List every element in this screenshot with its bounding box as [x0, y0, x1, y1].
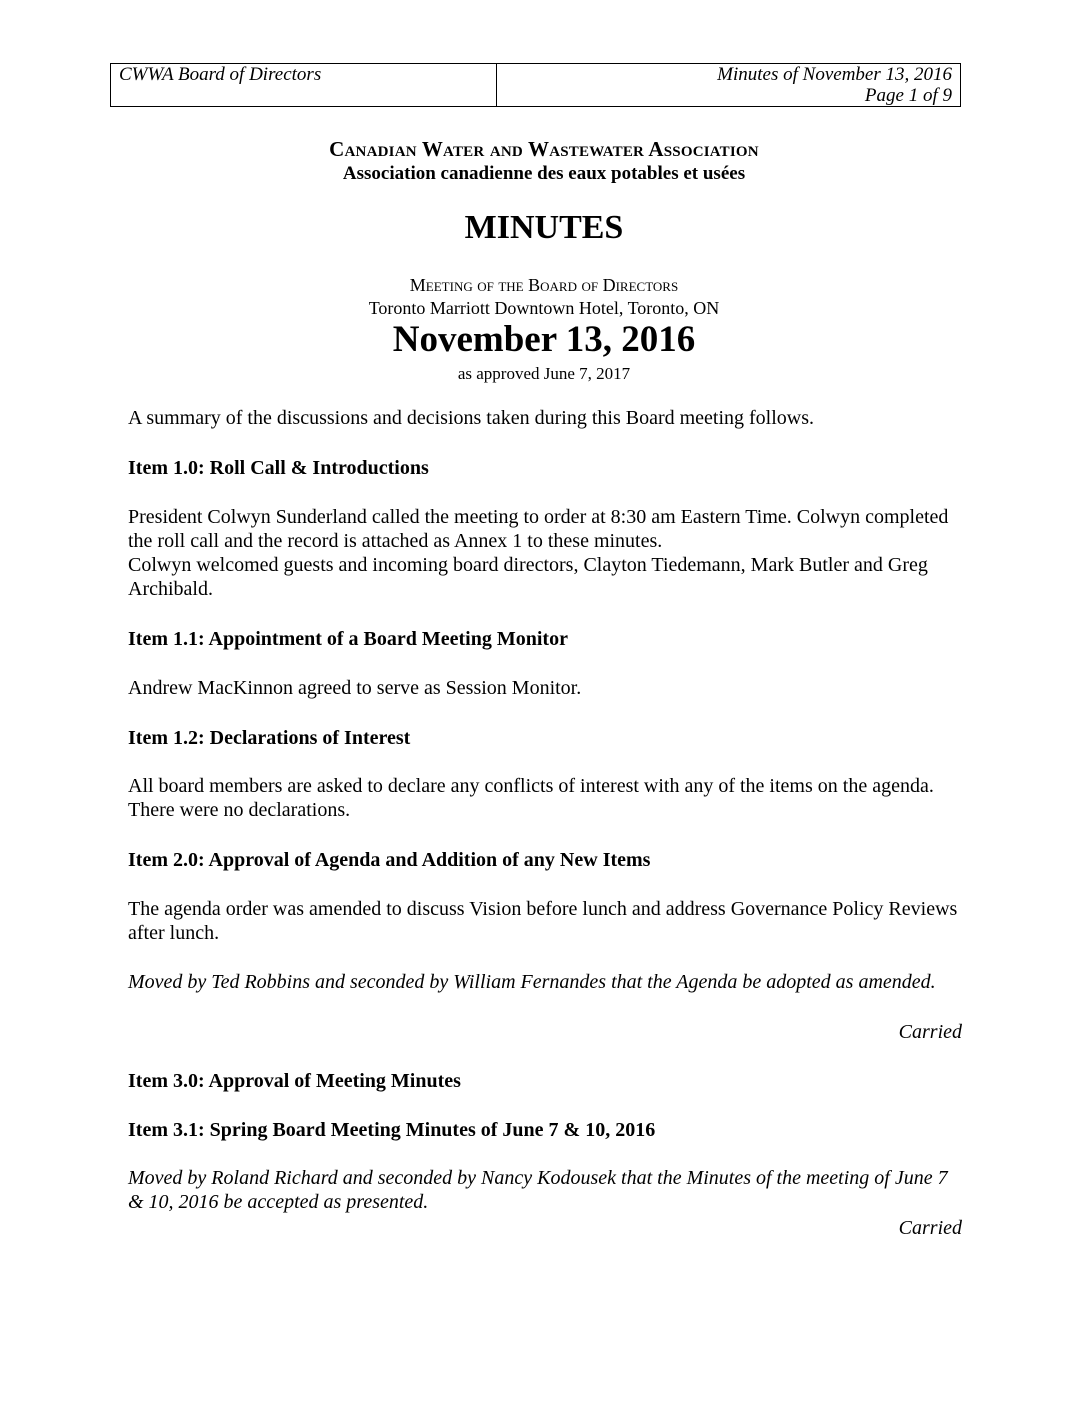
item-3-1-result: Carried [898, 1217, 962, 1239]
organization-name-french: Association canadienne des eaux potables et usées [342, 163, 746, 184]
document-title: MINUTES [464, 209, 624, 246]
page-header-box [110, 63, 961, 107]
item-2-0-heading: Item 2.0: Approval of Agenda and Addition of any New Items [128, 849, 651, 871]
header-doc-info [497, 64, 960, 106]
approval-note: as approved June 7, 2017 [457, 364, 631, 383]
item-3-1-motion: Moved by Roland Richard and seconded by Nancy Kodousek that the Minutes of the meeting of June 7 & 10, 2016 be accepted as presented. [128, 1167, 948, 1213]
item-1-0-paragraph: President Colwyn Sunderland called the meeting to order at 8:30 am Eastern Time. Colwyn completed the roll call and the record is attached as Annex 1 to these minutes. [128, 506, 949, 552]
header-org-name: CWWA Board of Directors [111, 64, 497, 106]
item-2-0-paragraph: The agenda order was amended to discuss Vision before lunch and address Governance Policy Reviews after lunch. [128, 898, 958, 944]
item-1-2-paragraph: All board members are asked to declare any conflicts of interest with any of the items on the agenda. There were no declarations. [128, 775, 934, 821]
item-2-0-result: Carried [898, 1021, 962, 1043]
item-1-0-welcome-paragraph: Colwyn welcomed guests and incoming board directors, Clayton Tiedemann, Mark Butler and Greg Archibald. [128, 554, 928, 600]
organization-name-english: Canadian Water and Wastewater Association [329, 137, 759, 161]
item-1-0-heading: Item 1.0: Roll Call & Introductions [128, 457, 429, 479]
summary-paragraph: A summary of the discussions and decisions taken during this Board meeting follows. [128, 407, 815, 429]
item-3-1-heading: Item 3.1: Spring Board Meeting Minutes of June 7 & 10, 2016 [128, 1119, 656, 1141]
meeting-venue: Toronto Marriott Downtown Hotel, Toronto, ON [368, 298, 720, 318]
item-3-0-heading: Item 3.0: Approval of Meeting Minutes [128, 1070, 461, 1092]
item-1-2-heading: Item 1.2: Declarations of Interest [128, 727, 411, 749]
meeting-date: November 13, 2016 [392, 319, 696, 360]
meeting-type: Meeting of the Board of Directors [409, 275, 679, 295]
item-1-1-heading: Item 1.1: Appointment of a Board Meeting Monitor [128, 628, 568, 650]
header-minutes-date: Minutes of November 13, 2016 [717, 64, 952, 85]
item-1-1-paragraph: Andrew MacKinnon agreed to serve as Session Monitor. [128, 677, 582, 699]
item-2-0-motion: Moved by Ted Robbins and seconded by William Fernandes that the Agenda be adopted as amended. [128, 971, 936, 993]
header-page-number: Page 1 of 9 [864, 85, 952, 106]
